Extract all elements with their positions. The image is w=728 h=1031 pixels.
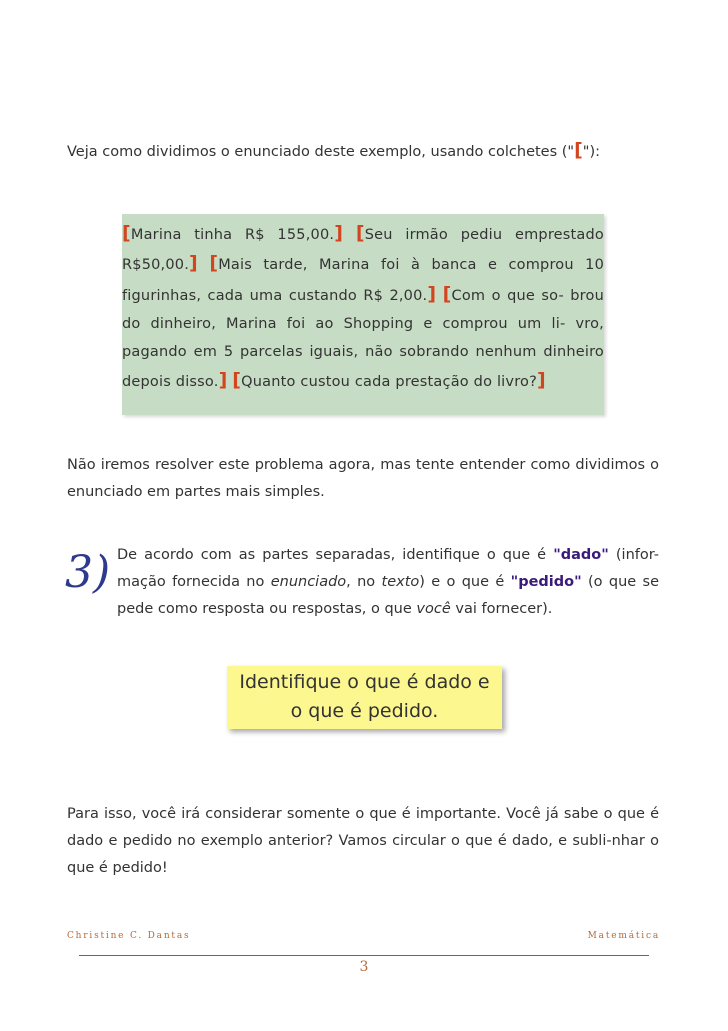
closing-paragraph: Para isso, você irá considerar somente o que é importante. Você já sabe o que é dado e pedido no exemplo anterior? Vamos circular o que é dado, e subli-nhar o que é pedido! — [67, 806, 659, 876]
page-number: 3 — [359, 959, 369, 975]
example-text: [Marina tinha R$ 155,00.] [Seu irmão pediu emprestado R$50,00.] [Mais tarde, Marina foi à banca e comprou 10 figurinhas, cada uma custando R$ 2,00.] [Com o que so- brou do dinheiro, Marina foi ao Shopping e comprou um li- vro, pagando em 5 parcelas iguais, não sobrando nenhum dinheiro depois disso.] [Quanto custou cada prestação do livro?] — [122, 222, 605, 392]
explanation-paragraph: Não iremos resolver este problema agora, mas tente entender como dividimos o enunciado em partes mais simples. — [67, 457, 659, 500]
question-text: De acordo com as partes separadas, identifique o que é "dado" (infor-mação fornecida no enunciado, no texto) e o que é "pedido" (o que se pede como resposta ou respostas, o que você vai fornecer). — [117, 547, 660, 617]
question-number: 3) — [65, 547, 111, 598]
example-box — [122, 214, 604, 415]
footer-subject: Matemática — [587, 931, 660, 941]
instruction-callout: Identifique o que é dado e o que é pedido. — [227, 666, 502, 729]
footer-author: Christine C. Dantas — [67, 931, 191, 941]
bracket-symbol: [ — [574, 139, 583, 161]
footer-divider — [79, 955, 649, 956]
intro-paragraph: Veja como dividimos o enunciado deste exemplo, usando colchetes ("["): — [67, 139, 600, 161]
